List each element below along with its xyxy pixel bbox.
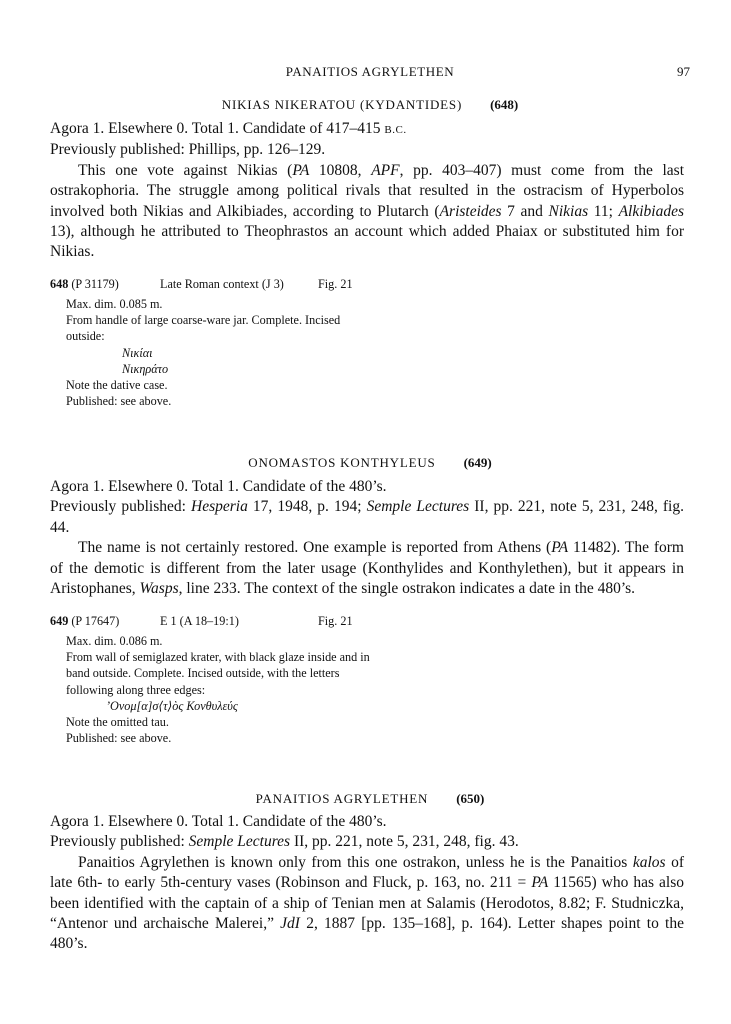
section-number: (649) [463, 455, 492, 470]
catalog-header [50, 276, 370, 293]
catalog-number: 648 [50, 277, 69, 291]
greek-inscription: Νικίαι [122, 345, 153, 360]
section-heading-648 [50, 97, 690, 113]
catalog-line: Max. dim. 0.085 m. [66, 297, 163, 311]
section-title: NIKIAS NIKERATOU (KYDANTIDES) [221, 97, 463, 112]
greek-inscription: Νικηράτο [122, 361, 169, 376]
figure-ref: Fig. 21 [318, 614, 353, 628]
greek-inscription: ’Ονομ[α]σ⟨τ⟩ὸς Κονθυλεύς [106, 698, 238, 713]
discussion-paragraph: This one vote against Nikias (PA 10808, APF, pp. 403–407) must come from the last ostrakophoria. The struggle among political rivals that resulted in the ostracism of Hyperbolos involved both Nikias and Alkibiades, according to Plutarch (Aristeides 7 and Nikias 11; Alkibiades 13), although he attributed to Theophrastos an account which added Phaiax or substituted him for Nikias. [50, 161, 685, 261]
previously-published: Previously published: Phillips, pp. 126–129. [50, 141, 326, 159]
summary-line: Agora 1. Elsewhere 0. Total 1. Candidate of the 480’s. [50, 478, 387, 495]
inventory-number: (P 17647) [71, 614, 120, 628]
catalog-number: 649 [50, 614, 69, 628]
section-heading-649 [50, 455, 690, 471]
summary-line: Agora 1. Elsewhere 0. Total 1. Candidate of 417–415 B.C. [50, 120, 407, 137]
running-title: PANAITIOS AGRYLETHEN [285, 64, 455, 79]
catalog-entry-648 [50, 276, 370, 409]
section-body-650 [50, 812, 684, 955]
find-context: Late Roman context (J 3) [160, 277, 284, 291]
catalog-header [50, 613, 370, 630]
catalog-line: From wall of semiglazed krater, with black glaze inside and in band outside. Complete. Incised outside, with the letters following along three edges: [66, 650, 370, 697]
catalog-note: Note the omitted tau. [66, 715, 169, 730]
catalog-description [50, 296, 370, 409]
section-number: (650) [456, 791, 485, 806]
page-number: 97 [677, 64, 690, 79]
section-heading-650 [50, 791, 690, 807]
section-body-649 [50, 477, 684, 599]
find-context: E 1 (A 18–19:1) [160, 614, 239, 628]
previously-published: Previously published: Semple Lectures II, pp. 221, note 5, 231, 248, fig. 43. [50, 833, 519, 851]
discussion-paragraph: Panaitios Agrylethen is known only from this one ostrakon, unless he is the Panaitios kalos of late 6th- to early 5th-century vases (Robinson and Fluck, p. 163, no. 211 = PA 11565) who has also been identified with the captain of a ship of Tenian men at Salamis (Herodotos, 8.82; F. Studniczka, “Antenor und archaische Malerei,” JdI 2, 1887 [pp. 135–168], p. 164). Letter shapes point to the 480’s. [50, 853, 685, 953]
catalog-entry-649 [50, 613, 370, 746]
section-body-648 [50, 119, 684, 263]
figure-ref: Fig. 21 [318, 277, 353, 291]
summary-line: Agora 1. Elsewhere 0. Total 1. Candidate of the 480’s. [50, 813, 387, 830]
catalog-note: Note the dative case. [66, 378, 168, 393]
discussion-paragraph: The name is not certainly restored. One example is reported from Athens (PA 11482). The form of the demotic is different from the later usage (Konthylides and Konthylethen), but it appears in Aristophanes, Wasps, line 233. The context of the single ostrakon indicates a date in the 480’s. [50, 539, 684, 598]
catalog-description [50, 633, 370, 746]
inventory-number: (P 31179) [71, 277, 119, 291]
previously-published: Previously published: Hesperia 17, 1948, p. 194; Semple Lectures II, pp. 221, note 5, 231, 248, fig. 44. [50, 498, 684, 536]
catalog-published: Published: see above. [66, 731, 172, 746]
catalog-line: Max. dim. 0.086 m. [66, 634, 163, 648]
catalog-published: Published: see above. [66, 394, 172, 409]
catalog-line: From handle of large coarse-ware jar. Complete. Incised outside: [66, 313, 341, 344]
section-title: ONOMASTOS KONTHYLEUS [248, 455, 436, 470]
section-title: PANAITIOS AGRYLETHEN [255, 791, 429, 806]
section-number: (648) [490, 97, 519, 112]
running-header [50, 64, 690, 84]
